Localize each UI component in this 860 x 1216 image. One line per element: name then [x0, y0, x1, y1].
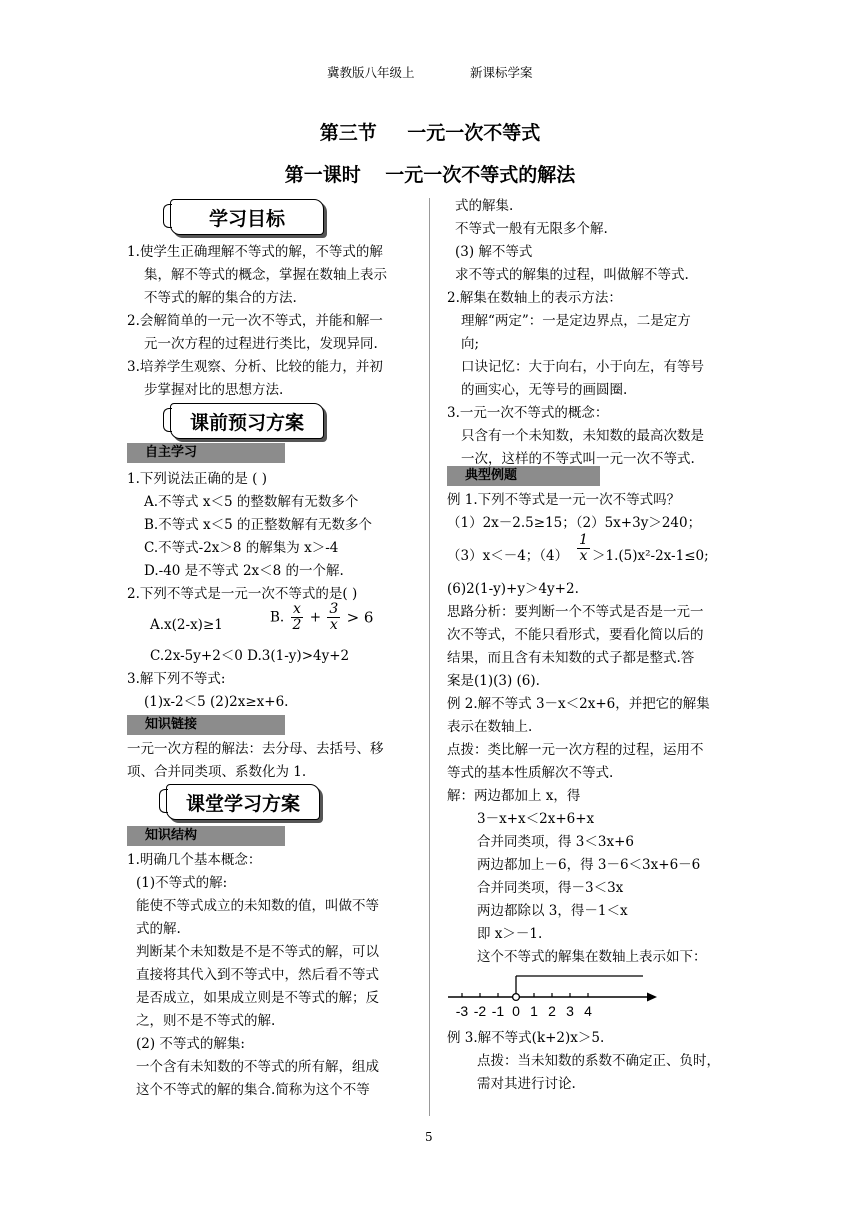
text-line: 口诀记忆：大于向右，小于向左，有等号 [461, 359, 704, 375]
solution-line: 解：两边都加上 x，得 [447, 788, 581, 804]
option-line: B.不等式 x＜5 的正整数解有无数多个 [144, 517, 372, 533]
question-line: 3.解下列不等式: [127, 671, 226, 687]
example-line: 例 2.解不等式 3－x＜2x+6，并把它的解集 [447, 696, 710, 712]
tag-self-study: 自主学习 [127, 443, 285, 463]
example-line: （1）2x－2.5≥15；（2）5x+3y＞240； [447, 515, 702, 531]
option-b-tail: > 6 [346, 608, 374, 627]
fraction-numerator: x [291, 602, 304, 618]
text-line: 结果，而且含有未知数的式子都是整式.答 [447, 650, 695, 666]
solution-line: 合并同类项，得 3＜3x+6 [477, 834, 634, 850]
text-line: 求不等式的解集的过程，叫做解不等式. [455, 267, 689, 283]
text-line: 项、合并同类项、系数化为 1. [127, 764, 307, 780]
option-b-fraction: B. $\frac{x}{2}$ + $\frac{3}{x}$ > 6 [270, 601, 374, 633]
header-left: 冀教版八年级上 [327, 65, 415, 80]
text-line: 这个不等式的解的集合.简称为这个不等 [136, 1082, 370, 1098]
goal-line: 步掌握对比的思想方法. [144, 382, 284, 398]
text-line: 向; [461, 336, 480, 352]
solution-line: 即 x＞－1. [477, 926, 543, 942]
text-line: 1.明确几个基本概念： [127, 852, 262, 868]
tag-knowledge-structure: 知识结构 [127, 826, 285, 846]
page-number: 5 [425, 1130, 433, 1144]
goal-line: 集，解不等式的概念，掌握在数轴上表示 [144, 267, 387, 283]
solution-line: 两边都加上－6，得 3－6＜3x+6－6 [477, 857, 701, 873]
text-line: 一个含有未知数的不等式的所有解，组成 [136, 1059, 379, 1075]
number-line-tick-label: 4 [584, 1003, 592, 1019]
banner-class [166, 784, 320, 820]
section-title: 第三节 一元一次不等式 [319, 122, 541, 144]
text-line: 一元一次方程的解法：去分母、去括号、移 [127, 741, 384, 757]
open-circle-icon [513, 994, 520, 1001]
text-line: 次不等式，不能只看形式，要看化简以后的 [447, 627, 704, 643]
number-line-tick-label: 2 [548, 1003, 556, 1019]
solution-line: 合并同类项，得－3＜3x [477, 880, 624, 896]
solution-line: 3－x+x＜2x+6+x [477, 811, 595, 827]
banner-preview [170, 403, 324, 439]
goal-line: 元一次方程的过程进行类比，发现异同. [144, 336, 378, 352]
text-line: 案是(1)(3) (6). [447, 673, 540, 689]
question-line: 2.下列不等式是一元一次不等式的是( ) [127, 586, 358, 602]
solution-line: 两边都除以 3，得－1＜x [477, 903, 628, 919]
option-b-prefix: B. [270, 609, 285, 626]
text-line: (1)不等式的解: [136, 875, 228, 891]
tag-knowledge-link: 知识链接 [127, 715, 285, 735]
column-divider [429, 198, 430, 1116]
number-line-tick-label: -3 [455, 1003, 469, 1019]
tag-examples: 典型例题 [447, 466, 600, 486]
option-line: D.-40 是不等式 2x＜8 的一个解. [144, 563, 344, 579]
text-line: 的画实心，无等号的画圆圈. [461, 382, 628, 398]
text-line: 2.解集在数轴上的表示方法： [447, 290, 622, 306]
option-line: C.2x-5y+2＜0 D.3(1-y)>4y+2 [150, 648, 350, 664]
banner-goals-label: 学习目标 [208, 208, 285, 230]
option-line: (1)x-2＜5 (2)2x≥x+6. [144, 694, 289, 710]
lesson-title: 第一课时 一元一次不等式的解法 [284, 164, 576, 186]
question-line: 1.下列说法正确的是 ( ) [127, 471, 267, 487]
text-line: 式的解集. [455, 198, 514, 214]
text-line: 只含有一个未知数，未知数的最高次数是 [461, 428, 704, 444]
arrow-right-icon [647, 993, 657, 1002]
option-line: A.不等式 x＜5 的整数解有无数多个 [144, 494, 359, 510]
header-right: 新课标学案 [470, 65, 533, 80]
option-line: A.x(2-x)≥1 [150, 617, 223, 633]
example-line: （3）x＜－4；（4） [447, 548, 569, 564]
example-line: 例 3.解不等式(k+2)x＞5. [447, 1030, 605, 1046]
fraction-numerator: 1 [579, 532, 588, 548]
text-line: (3) 解不等式 [455, 244, 533, 260]
text-line: 不等式一般有无限多个解. [455, 221, 608, 237]
example-line: ＞1.(5)x²-2x-1≤0; [592, 548, 709, 564]
text-line: 是否成立，如果成立则是不等式的解；反 [136, 990, 379, 1006]
fraction-denominator: 2 [292, 617, 302, 633]
example-line: 例 1.下列不等式是一元一次不等式吗？ [447, 492, 681, 508]
banner-preview-label: 课前预习方案 [189, 412, 304, 434]
text-line: 3.一元一次不等式的概念： [447, 405, 609, 421]
goal-line: 不等式的解的集合的方法. [144, 290, 297, 306]
banner-class-label: 课堂学习方案 [185, 793, 300, 815]
text-line: 点拨：当未知数的系数不确定正、负时， [477, 1053, 720, 1069]
fraction-numerator: 3 [329, 601, 339, 617]
number-line-tick-label: 1 [530, 1003, 538, 1019]
banner-goals [170, 199, 324, 235]
fraction-denominator: x [329, 617, 338, 633]
text-line: 一次，这样的不等式叫一元一次不等式. [461, 451, 695, 467]
number-line-tick-label: 0 [512, 1003, 520, 1019]
option-line: C.不等式-2x＞8 的解集为 x＞-4 [144, 540, 339, 556]
number-line-tick-label: 3 [566, 1003, 574, 1019]
text-line: (2) 不等式的解集: [136, 1036, 245, 1052]
text-line: 点拨：类比解一元一次方程的过程，运用不 [447, 742, 704, 758]
text-line: 之，则不是不等式的解. [136, 1013, 276, 1029]
text-line: 判断某个未知数是不是不等式的解，可以 [136, 944, 379, 960]
number-line-tick-label: -1 [491, 1003, 505, 1019]
text-line: 思路分析：要判断一个不等式是否是一元一 [447, 604, 704, 620]
fraction [291, 602, 304, 633]
example-line: (6)2(1-y)+y＞4y+2. [447, 581, 579, 597]
text-line: 能使不等式成立的未知数的值，叫做不等 [136, 898, 379, 914]
text-line: 式的解. [136, 921, 181, 937]
text-line: 直接将其代入到不等式中，然后看不等式 [136, 967, 379, 983]
goal-line: 3.培养学生观察、分析、比较的能力，并初 [127, 359, 383, 375]
text-line: 理解“两定”：一是定边界点，二是定方 [461, 313, 691, 329]
goal-line: 1.使学生正确理解不等式的解，不等式的解 [127, 244, 383, 260]
number-line-tick-label: -2 [473, 1003, 487, 1019]
fraction [327, 602, 340, 633]
text-line: 表示在数轴上. [447, 719, 533, 735]
solution-line: 这个不等式的解集在数轴上表示如下： [477, 949, 707, 965]
fraction-denominator: x [579, 548, 588, 564]
fraction [575, 533, 592, 564]
text-line: 等式的基本性质解次不等式. [447, 765, 614, 781]
goal-line: 2.会解简单的一元一次不等式，并能和解一 [127, 313, 383, 329]
number-line [445, 968, 665, 1020]
text-line: 需对其进行讨论. [477, 1076, 576, 1092]
